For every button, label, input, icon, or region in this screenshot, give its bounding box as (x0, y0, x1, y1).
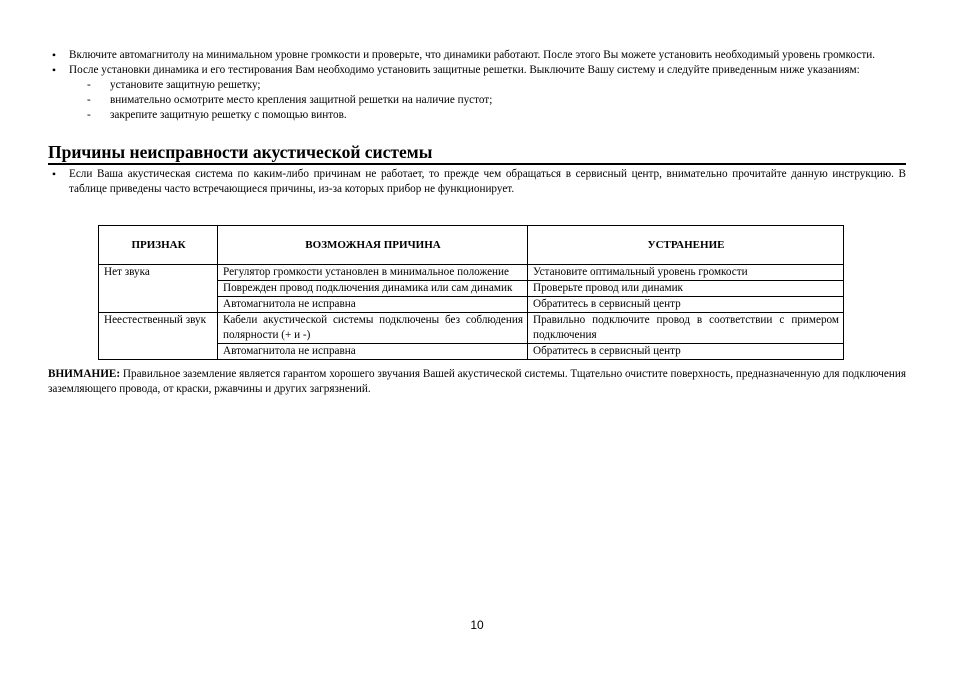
header-symptom: ПРИЗНАК (99, 226, 218, 265)
step-item (48, 78, 906, 93)
symptom-cell: Неестественный звук (99, 313, 218, 360)
cause-cell: Автомагнитола не исправна (218, 297, 528, 313)
intro-bullet-2 (48, 63, 906, 123)
fix-cell: Обратитесь в сервисный центр (528, 297, 844, 313)
intro-list (48, 48, 906, 123)
step-item (48, 108, 906, 123)
cause-cell: Регулятор громкости установлен в минимальное положение (218, 265, 528, 281)
header-cause: ВОЗМОЖНАЯ ПРИЧИНА (218, 226, 528, 265)
document-page (48, 48, 906, 408)
fix-cell: Установите оптимальный уровень громкости (528, 265, 844, 281)
step-text: закрепите защитную решетку с помощью винтов. (110, 109, 347, 121)
table-row (99, 313, 844, 344)
intro-bullet-1 (48, 48, 906, 63)
cause-cell: Поврежден провод подключения динамика или сам динамик (218, 281, 528, 297)
section-list (48, 167, 906, 197)
cause-cell: Кабели акустической системы подключены без соблюдения полярности (+ и -) (218, 313, 528, 344)
page-number: 10 (470, 618, 484, 632)
warning-text: Правильное заземление является гарантом хорошего звучания Вашей акустической системы. Тщательно очистите поверхность, предназначенную для подключения заземляющего провода, от краски, ржавчины и других загрязнений. (48, 368, 906, 395)
warning-label: ВНИМАНИЕ: (48, 368, 121, 380)
section-bullet (48, 167, 906, 197)
bullet-icon: • (51, 63, 57, 77)
bullet-icon: • (51, 167, 57, 181)
dash-icon: - (87, 109, 91, 121)
section-heading: Причины неисправности акустической системы (48, 142, 906, 165)
warning-note (48, 367, 906, 397)
step-text: внимательно осмотрите место крепления защитной решетки на наличие пустот; (110, 94, 493, 106)
fix-cell: Проверьте провод или динамик (528, 281, 844, 297)
intro-bullet-text: После установки динамика и его тестирования Вам необходимо установить защитные решетки. Выключите Вашу систему и следуйте приведенным ниже указаниям: (69, 64, 860, 76)
table-row (99, 265, 844, 281)
section-bullet-text: Если Ваша акустическая система по каким-либо причинам не работает, то прежде чем обращаться в сервисный центр, внимательно прочитайте данную инструкцию. В таблице приведены часто встречающиеся причины, из-за которых прибор не функционирует. (69, 168, 906, 195)
steps-list (48, 78, 906, 123)
table-header-row (99, 226, 844, 265)
step-text: установите защитную решетку; (110, 79, 261, 91)
step-item (48, 93, 906, 108)
troubleshooting-table (98, 225, 844, 360)
dash-icon: - (87, 94, 91, 106)
symptom-cell: Нет звука (99, 265, 218, 313)
fix-cell: Обратитесь в сервисный центр (528, 344, 844, 360)
fix-cell: Правильно подключите провод в соответствии с примером подключения (528, 313, 844, 344)
cause-cell: Автомагнитола не исправна (218, 344, 528, 360)
bullet-icon: • (51, 48, 57, 62)
header-fix: УСТРАНЕНИЕ (528, 226, 844, 265)
dash-icon: - (87, 79, 91, 91)
intro-bullet-text: Включите автомагнитолу на минимальном уровне громкости и проверьте, что динамики работают. После этого Вы можете установить необходимый уровень громкости. (69, 49, 875, 61)
